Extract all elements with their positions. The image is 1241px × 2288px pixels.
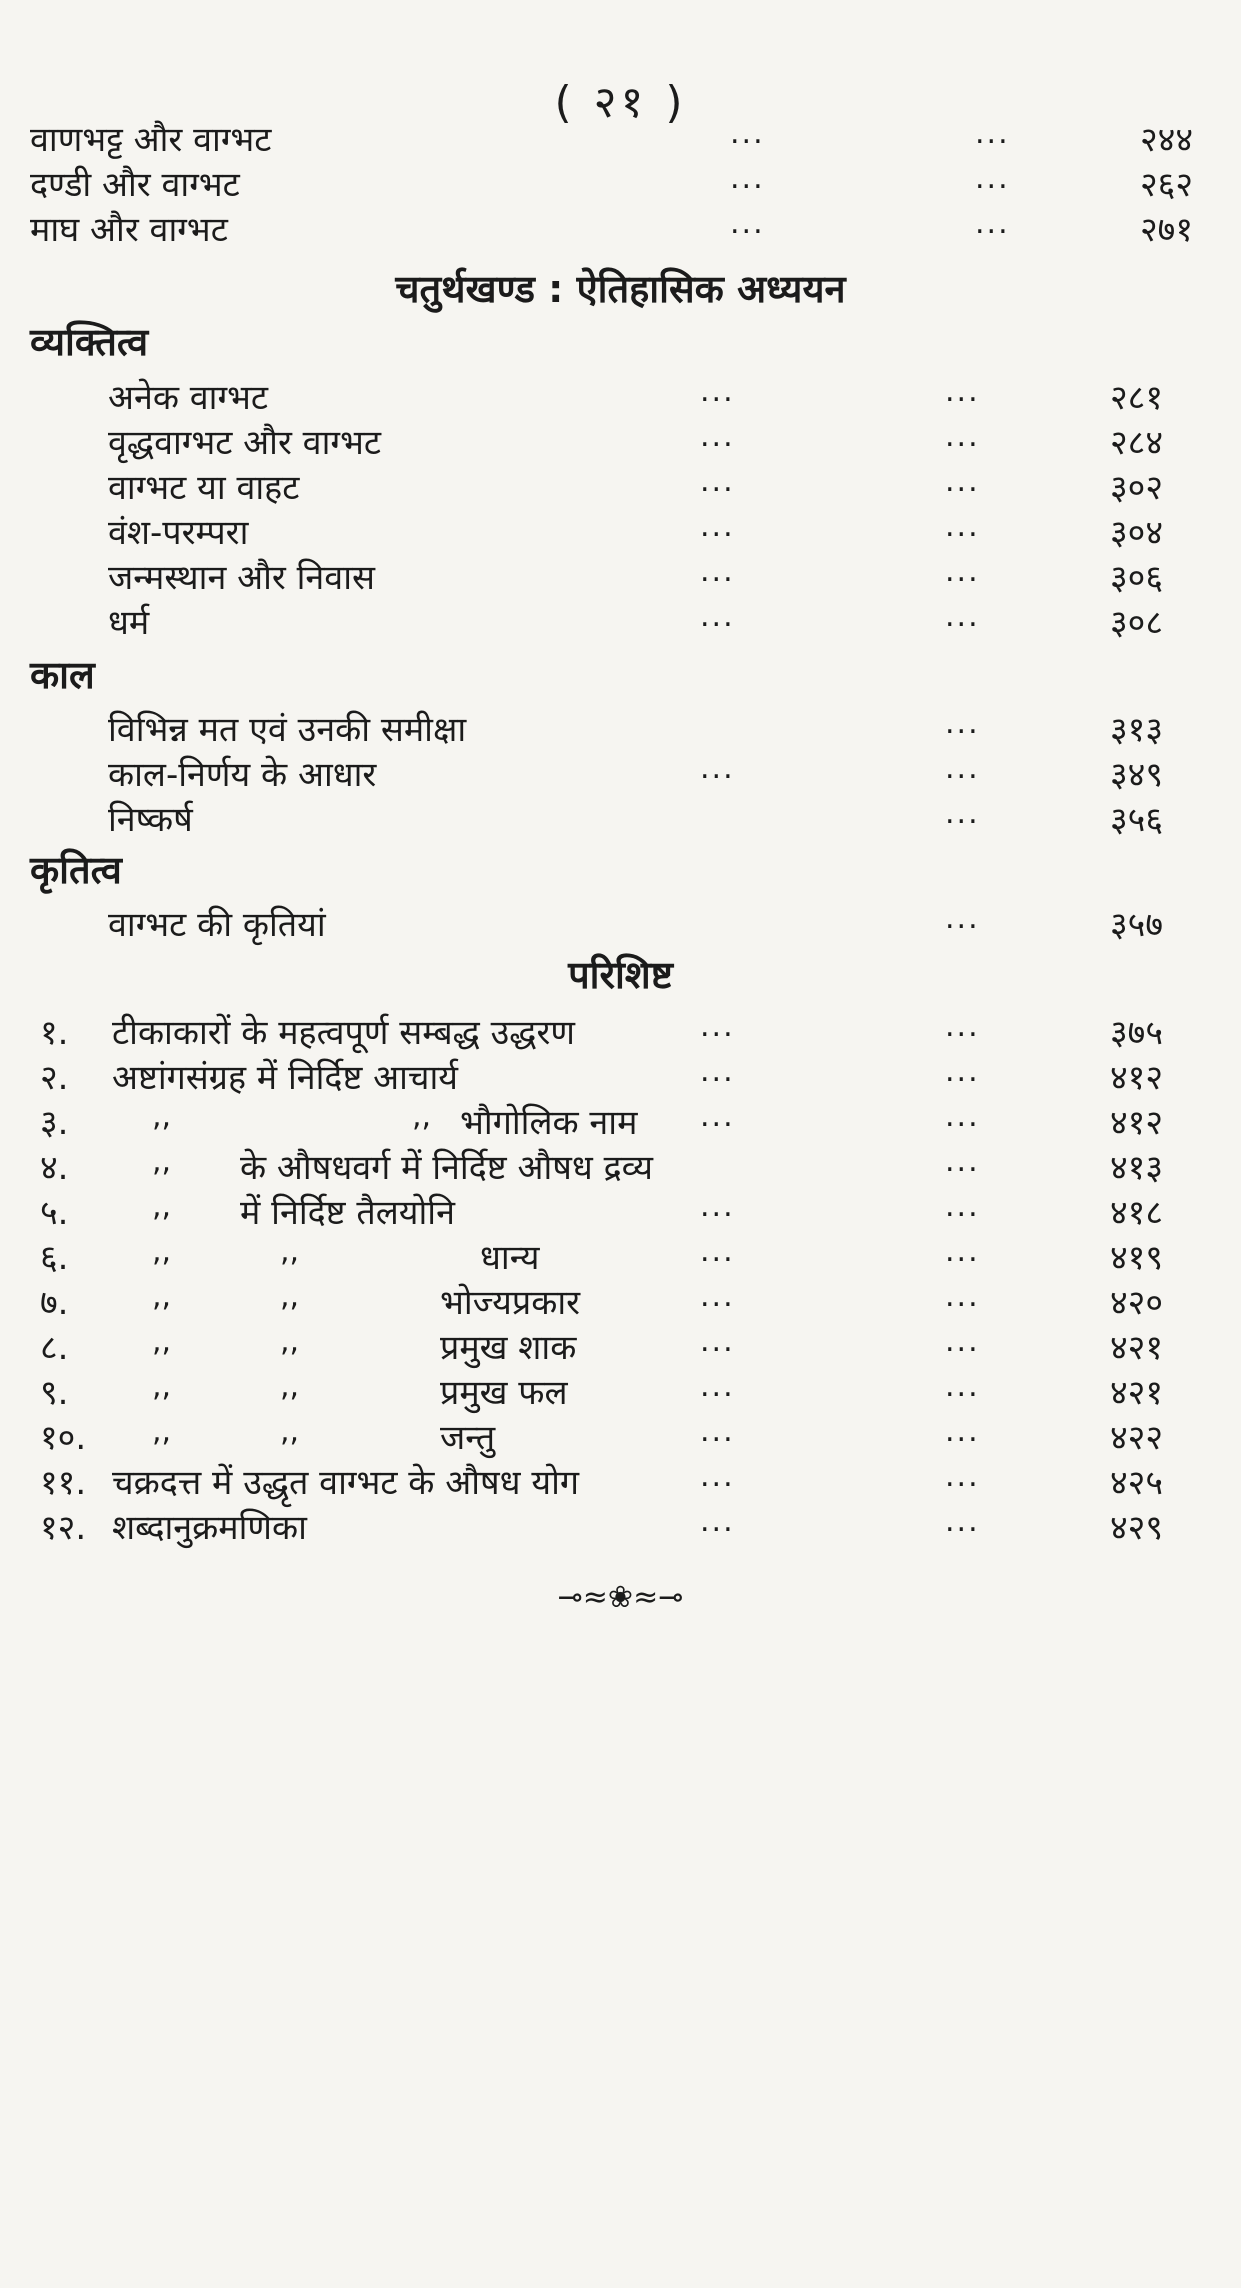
entry-page: ४२० bbox=[1110, 1283, 1164, 1323]
entry-title: अनेक वाग्भट bbox=[108, 378, 269, 418]
entry-page: ३४९ bbox=[1110, 755, 1164, 795]
entry-number: ४. bbox=[40, 1148, 69, 1188]
ditto-mark: ,, bbox=[152, 1099, 172, 1134]
entry-title: विभिन्न मत एवं उनकी समीक्षा bbox=[108, 710, 467, 750]
entry-page: २४४ bbox=[1140, 120, 1194, 160]
entry-page: ४२२ bbox=[1110, 1418, 1164, 1458]
ditto-mark: ,, bbox=[280, 1414, 300, 1449]
page-number: ( २१ ) bbox=[554, 77, 687, 128]
toc-entry bbox=[108, 593, 1241, 653]
leader-dots: ... bbox=[700, 1369, 735, 1404]
leader-dots: ... bbox=[945, 796, 980, 831]
leader-dots: ... bbox=[945, 1189, 980, 1224]
leader-dots: ... bbox=[700, 1414, 735, 1449]
leader-dots: ... bbox=[700, 419, 735, 454]
entry-page: ४१३ bbox=[1110, 1148, 1164, 1188]
leader-dots: ... bbox=[945, 1144, 980, 1179]
leader-dots: ... bbox=[700, 1054, 735, 1089]
leader-dots: ... bbox=[700, 1099, 735, 1134]
toc-entry bbox=[108, 895, 1241, 955]
entry-page: २६२ bbox=[1140, 165, 1194, 205]
ornament-divider: ⊸≈❀≈⊸ bbox=[557, 1580, 684, 1615]
entry-page: २७१ bbox=[1140, 210, 1194, 250]
leader-dots: ... bbox=[945, 751, 980, 786]
entry-number: २. bbox=[40, 1058, 69, 1098]
ditto-mark: ,, bbox=[152, 1279, 172, 1314]
leader-dots: ... bbox=[700, 1189, 735, 1224]
entry-page: ४१८ bbox=[1110, 1193, 1164, 1233]
leader-dots: ... bbox=[975, 116, 1010, 151]
entry-title: चक्रदत्त में उद्धृत वाग्भट के औषध योग bbox=[112, 1463, 580, 1503]
leader-dots: ... bbox=[700, 751, 735, 786]
entry-title: शब्दानुक्रमणिका bbox=[112, 1508, 307, 1548]
leader-dots: ... bbox=[945, 1099, 980, 1134]
leader-dots: ... bbox=[700, 509, 735, 544]
entry-number: ७. bbox=[40, 1283, 69, 1323]
entry-page: ३०८ bbox=[1110, 603, 1164, 643]
entry-page: ३१३ bbox=[1110, 710, 1164, 750]
subsection-heading: कृतित्व bbox=[30, 848, 122, 892]
leader-dots: ... bbox=[945, 1369, 980, 1404]
leader-dots: ... bbox=[700, 1234, 735, 1269]
leader-dots: ... bbox=[700, 1504, 735, 1539]
leader-dots: ... bbox=[945, 509, 980, 544]
ditto-mark: ,, bbox=[152, 1189, 172, 1224]
entry-page: ३०४ bbox=[1110, 513, 1164, 553]
entry-number: ८. bbox=[40, 1328, 69, 1368]
leader-dots: ... bbox=[730, 116, 765, 151]
leader-dots: ... bbox=[945, 554, 980, 589]
toc-entry bbox=[30, 200, 1241, 260]
toc-entry bbox=[108, 790, 1241, 850]
section-heading: परिशिष्ट bbox=[568, 953, 673, 997]
entry-page: ४२१ bbox=[1110, 1328, 1164, 1368]
leader-dots: ... bbox=[730, 206, 765, 241]
leader-dots: ... bbox=[945, 599, 980, 634]
subsection-heading: व्यक्तित्व bbox=[30, 320, 149, 364]
entry-title: भोज्यप्रकार bbox=[440, 1283, 581, 1323]
ditto-mark: ,, bbox=[280, 1279, 300, 1314]
leader-dots: ... bbox=[945, 1009, 980, 1044]
entry-page: ४१२ bbox=[1110, 1058, 1164, 1098]
entry-title: वंश-परम्परा bbox=[108, 513, 249, 553]
leader-dots: ... bbox=[700, 1459, 735, 1494]
leader-dots: ... bbox=[700, 464, 735, 499]
entry-page: ३५६ bbox=[1110, 800, 1164, 840]
entry-title: वाणभट्ट और वाग्भट bbox=[30, 120, 272, 160]
entry-number: १२. bbox=[40, 1508, 87, 1548]
leader-dots: ... bbox=[700, 1324, 735, 1359]
leader-dots: ... bbox=[700, 1009, 735, 1044]
leader-dots: ... bbox=[975, 206, 1010, 241]
entry-page: ४१९ bbox=[1110, 1238, 1164, 1278]
appendix-entry bbox=[40, 1498, 1241, 1558]
entry-page: ४१२ bbox=[1110, 1103, 1164, 1143]
entry-page: ४२९ bbox=[1110, 1508, 1164, 1548]
entry-title: अष्टांगसंग्रह में निर्दिष्ट आचार्य bbox=[112, 1058, 459, 1098]
leader-dots: ... bbox=[945, 464, 980, 499]
leader-dots: ... bbox=[730, 161, 765, 196]
entry-number: ९. bbox=[40, 1373, 69, 1413]
entry-title: भौगोलिक नाम bbox=[460, 1103, 638, 1143]
entry-page: ३०६ bbox=[1110, 558, 1164, 598]
entry-page: ३५७ bbox=[1110, 905, 1164, 945]
leader-dots: ... bbox=[945, 419, 980, 454]
leader-dots: ... bbox=[945, 1234, 980, 1269]
entry-title: माघ और वाग्भट bbox=[30, 210, 228, 250]
entry-title: वाग्भट की कृतियां bbox=[108, 905, 326, 945]
entry-title: धर्म bbox=[108, 603, 150, 643]
entry-title: वृद्धवाग्भट और वाग्भट bbox=[108, 423, 381, 463]
leader-dots: ... bbox=[700, 599, 735, 634]
leader-dots: ... bbox=[945, 1054, 980, 1089]
entry-page: ४२५ bbox=[1110, 1463, 1164, 1503]
entry-number: १०. bbox=[40, 1418, 87, 1458]
entry-number: ११. bbox=[40, 1463, 87, 1503]
entry-title: प्रमुख शाक bbox=[440, 1328, 577, 1368]
entry-number: १. bbox=[40, 1013, 69, 1053]
entry-title: प्रमुख फल bbox=[440, 1373, 568, 1413]
leader-dots: ... bbox=[700, 1279, 735, 1314]
entry-title: जन्मस्थान और निवास bbox=[108, 558, 375, 598]
entry-title: दण्डी और वाग्भट bbox=[30, 165, 240, 205]
ditto-mark: ,, bbox=[280, 1369, 300, 1404]
ditto-mark: ,, bbox=[152, 1324, 172, 1359]
entry-page: २८४ bbox=[1110, 423, 1164, 463]
leader-dots: ... bbox=[945, 1504, 980, 1539]
leader-dots: ... bbox=[975, 161, 1010, 196]
entry-title: निष्कर्ष bbox=[108, 800, 193, 840]
entry-title: वाग्भट या वाहट bbox=[108, 468, 300, 508]
leader-dots: ... bbox=[945, 374, 980, 409]
entry-number: ५. bbox=[40, 1193, 69, 1233]
leader-dots: ... bbox=[945, 901, 980, 936]
entry-page: ३०२ bbox=[1110, 468, 1164, 508]
section-heading: चतुर्थखण्ड : ऐतिहासिक अध्ययन bbox=[395, 267, 846, 311]
entry-page: ३७५ bbox=[1110, 1013, 1164, 1053]
entry-title: जन्तु bbox=[440, 1418, 496, 1458]
entry-title: में निर्दिष्ट तैलयोनि bbox=[240, 1193, 455, 1233]
entry-number: ३. bbox=[40, 1103, 69, 1143]
ditto-mark: ,, bbox=[280, 1234, 300, 1269]
leader-dots: ... bbox=[945, 1279, 980, 1314]
entry-title: के औषधवर्ग में निर्दिष्ट औषध द्रव्य bbox=[240, 1148, 654, 1188]
entry-title: धान्य bbox=[480, 1238, 540, 1278]
leader-dots: ... bbox=[700, 374, 735, 409]
leader-dots: ... bbox=[700, 554, 735, 589]
leader-dots: ... bbox=[945, 706, 980, 741]
ditto-mark: ,, bbox=[152, 1414, 172, 1449]
entry-title: काल-निर्णय के आधार bbox=[108, 755, 377, 795]
entry-page: ४२१ bbox=[1110, 1373, 1164, 1413]
ditto-mark: ,, bbox=[412, 1099, 432, 1134]
ditto-mark: ,, bbox=[152, 1144, 172, 1179]
ditto-mark: ,, bbox=[152, 1234, 172, 1269]
leader-dots: ... bbox=[945, 1414, 980, 1449]
ditto-mark: ,, bbox=[152, 1369, 172, 1404]
entry-page: २८१ bbox=[1110, 378, 1164, 418]
leader-dots: ... bbox=[945, 1324, 980, 1359]
ditto-mark: ,, bbox=[280, 1324, 300, 1359]
subsection-heading: काल bbox=[30, 653, 95, 697]
entry-title: टीकाकारों के महत्वपूर्ण सम्बद्ध उद्धरण bbox=[112, 1013, 575, 1053]
leader-dots: ... bbox=[945, 1459, 980, 1494]
entry-number: ६. bbox=[40, 1238, 69, 1278]
